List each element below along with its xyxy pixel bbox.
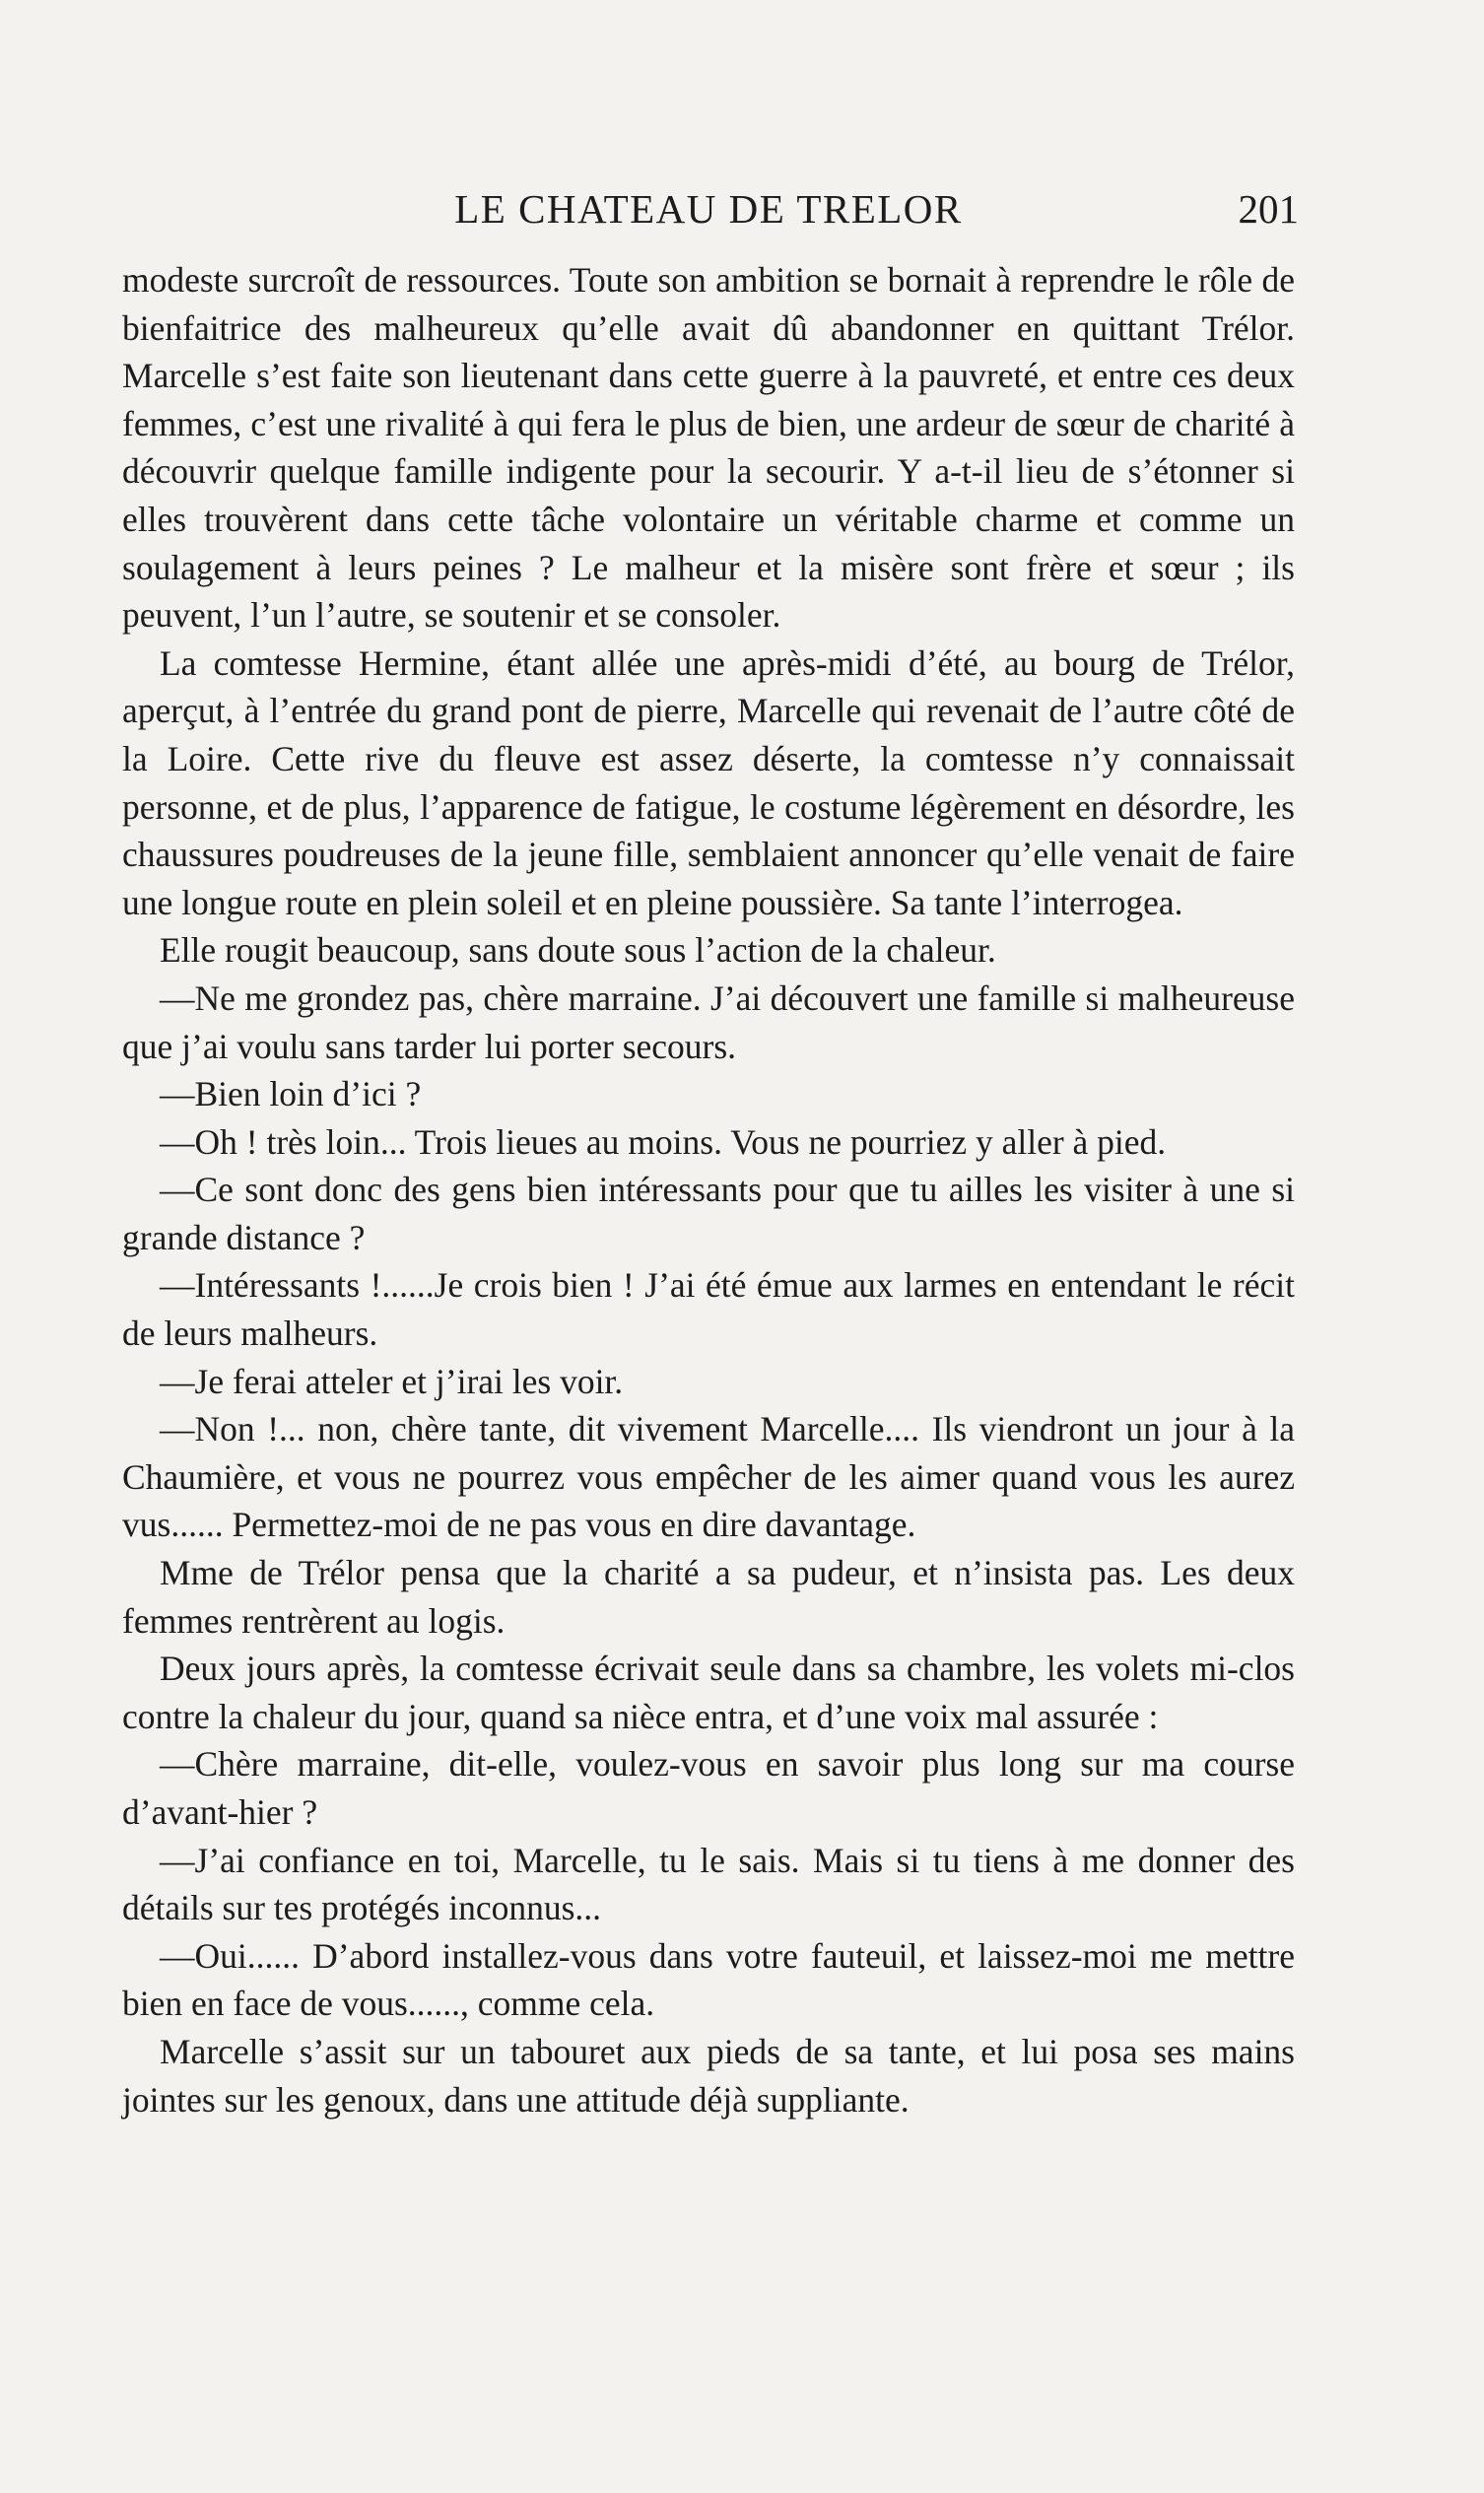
paragraph: modeste surcroît de ressources. Toute son ambition se bornait à reprendre le rôle de bienfaitrice des malheureux qu’elle avait dû abandonner en quittant Trélor. Marcelle s’est faite son lieutenant dans cette guerre à la pauvreté, et entre ces deux femmes, c’est une rivalité à qui fera le plus de bien, une ardeur de sœur de charité à découvrir quelque famille indigente pour la secourir. Y a-t-il lieu de s’étonner si elles trouvèrent dans cette tâche volontaire un véritable charme et comme un soulagement à leurs peines ? Le malheur et la misère sont frère et sœur ; ils peuvent, l’un l’autre, se soutenir et se consoler.: [122, 260, 1295, 636]
paragraph: Marcelle s’assit sur un tabouret aux pieds de sa tante, et lui posa ses mains jointes sur les genoux, dans une attitude déjà suppliante.: [122, 2031, 1295, 2120]
paragraph: —Bien loin d’ici ?: [160, 1074, 422, 1114]
paragraph: —Non !... non, chère tante, dit vivement Marcelle.... Ils viendront un jour à la Chaumière, et vous ne pourrez vous empêcher de les aimer quand vous les aurez vus...... Permettez-moi de ne pas vous en dire davantage.: [122, 1409, 1295, 1545]
paragraph: —Je ferai atteler et j’irai les voir.: [160, 1361, 624, 1401]
paragraph: Deux jours après, la comtesse écrivait seule dans sa chambre, les volets mi-clos contre la chaleur du jour, quand sa nièce entra, et d’une voix mal assurée :: [122, 1649, 1295, 1736]
book-page: [122, 177, 1299, 2123]
paragraph: —Oh ! très loin... Trois lieues au moins. Vous ne pourriez y aller à pied.: [160, 1121, 1167, 1162]
paragraph: —Chère marraine, dit-elle, voulez-vous en savoir plus long sur ma course d’avant-hier ?: [122, 1744, 1295, 1832]
paragraph: La comtesse Hermine, étant allée une après-midi d’été, au bourg de Trélor, aperçut, à l’entrée du grand pont de pierre, Marcelle qui revenait de l’autre côté de la Loire. Cette rive du fleuve est assez déserte, la comtesse n’y connaissait personne, et de plus, l’apparence de fatigue, le costume légèrement en désordre, les chaussures poudreuses de la jeune fille, semblaient annoncer qu’elle venait de faire une longue route en plein soleil et en pleine poussière. Sa tante l’interrogea.: [122, 642, 1295, 922]
page-number: 201: [1238, 186, 1299, 232]
paragraph: Elle rougit beaucoup, sans doute sous l’action de la chaleur.: [160, 930, 996, 971]
running-title: LE CHATEAU DE TRELOR: [454, 186, 963, 232]
paragraph: —J’ai confiance en toi, Marcelle, tu le sais. Mais si tu tiens à me donner des détails sur tes protégés inconnus...: [122, 1840, 1295, 1928]
paragraph: —Ce sont donc des gens bien intéressants pour que tu ailles les visiter à une si grande distance ?: [122, 1170, 1295, 1257]
page-header: [122, 177, 1299, 246]
page-body: [122, 256, 1295, 2123]
paragraph: —Oui...... D’abord installez-vous dans votre fauteuil, et laissez-moi me mettre bien en face de vous......, comme cela.: [122, 1935, 1295, 2024]
paragraph: —Ne me grondez pas, chère marraine. J’ai découvert une famille si malheureuse que j’ai voulu sans tarder lui porter secours.: [122, 977, 1295, 1066]
paragraph: Mme de Trélor pensa que la charité a sa pudeur, et n’insista pas. Les deux femmes rentrèrent au logis.: [122, 1553, 1295, 1641]
paragraph: —Intéressants !......Je crois bien ! J’ai été émue aux larmes en entendant le récit de leurs malheurs.: [122, 1265, 1295, 1354]
